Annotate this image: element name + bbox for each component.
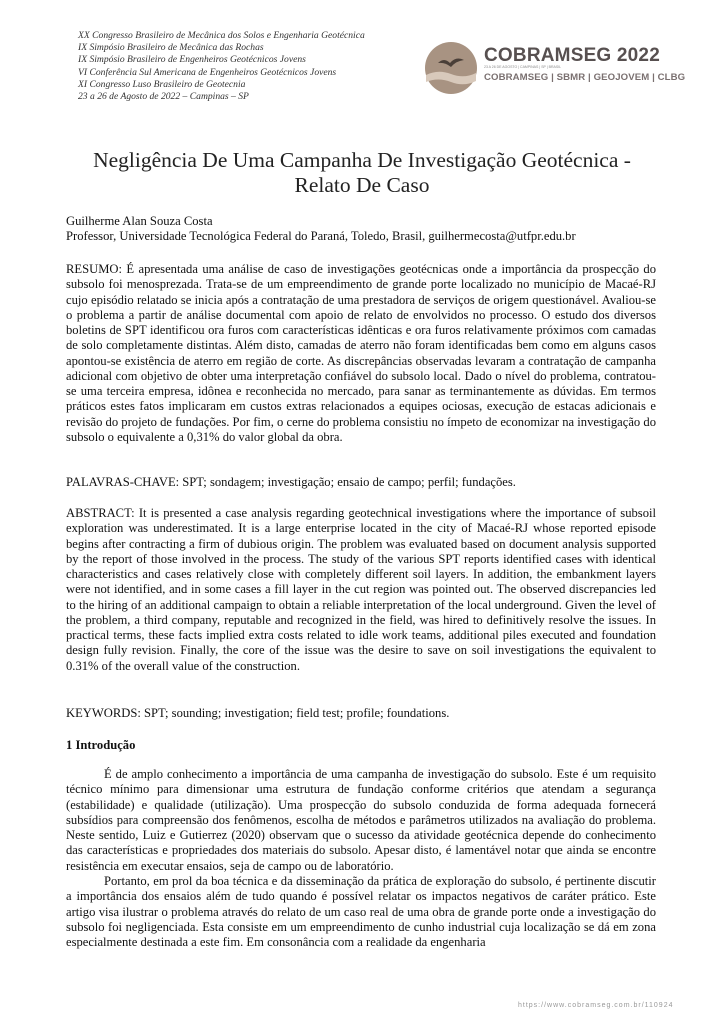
resumo-paragraph: RESUMO: É apresentada uma análise de caso de investigações geotécnicas onde a importância da prospecção do subsolo foi menosprezada. Trata-se de um empreendimento de grande porte localizado no município de Macaé-RJ cujo episódio relatado se inicia após a contratação de uma prestadora de serviços de origem questionável. Avaliou-se o problema a partir de análise documental com apoio de relato de envolvidos no processo. O estudo dos diversos boletins de SPT identificou ora furos com características idênticas e ora furos relativamente próximos com camadas de solo completamente distintas. Além disto, camadas de aterro não foram identificadas bem como em alguns casos apontou-se existência de aterro em região de corte. As discrepâncias observadas levaram a contratação de campanha adicional com objetivo de obter uma interpretação confiável do subsolo local. Dado o nível do problema, contratou-se uma terceira empresa, idônea e reconhecida no mercado, para sanar as terminantemente as dúvidas. Em termos práticos estes fatos implicaram em custos extras relacionados a equipes ociosas, execução de estacas adicionais e revisão do projeto de fundações. Por fim, o cerne do problema consistiu no ímpeto de economizar na investigação do subsolo o equivalente a 0,31% do valor global da obra. [66,262,656,444]
footer-url[interactable]: https://www.cobramseg.com.br/110924 [518,1002,674,1009]
keywords: KEYWORDS: SPT; sounding; investigation; field test; profile; foundations. [66,706,450,720]
section-heading: 1 Introdução [66,738,136,752]
header-line: XI Congresso Luso Brasileiro de Geotecnia [78,78,246,90]
palavras-chave: PALAVRAS-CHAVE: SPT; sondagem; investigação; ensaio de campo; perfil; fundações. [66,475,516,489]
header-line: IX Simpósio Brasileiro de Mecânica das Rochas [78,42,264,54]
header-line: IX Simpósio Brasileiro de Engenheiros Geotécnicos Jovens [78,54,306,66]
author-affiliation: Professor, Universidade Tecnológica Federal do Paraná, Toledo, Brasil, guilhermecosta@utfpr.edu.br [66,229,576,243]
paper-title [60,148,664,198]
header-line: 23 a 26 de Agosto de 2022 – Campinas – SP [78,91,249,103]
intro-paragraph-1: É de amplo conhecimento a importância de uma campanha de investigação do subsolo. Este é um requisito técnico mínimo para dimensionar uma estrutura de fundação conforme critérios que atendam a segurança (estabilidade) e qualidade (utilização). Uma prospecção do subsolo conduzida de forma adequada fornecerá subsídios para compreensão dos fenômenos, escolha de métodos e parâmetros utilizados na avaliação do problema. Neste sentido, Luiz e Gutierrez (2020) observam que o sucesso da atividade geotécnica depende do conhecimento das características e propriedades dos materiais do subsolo. Apesar disto, é lamentável notar que ainda se encontre resistência em executar ensaios, seja de campo ou de laboratório. [66,767,656,873]
header-line: XX Congresso Brasileiro de Mecânica dos Solos e Engenharia Geotécnica [78,30,365,41]
cobramseg-logo [424,42,689,94]
abstract-paragraph: ABSTRACT: It is presented a case analysis regarding geotechnical investigations where the importance of subsoil exploration was underestimated. It is a large enterprise located in the city of Macaé-RJ whose reported episode begins after contracting a firm of dubious origin. The problem was evaluated based on document analysis supported by the report of those involved in the process. The study of the various SPT reports identified cases with identical characteristics and cases relatively close with completely different soil layers. In addition, the embankment layers were not identified, and in some cases a fill layer in the cut region was pointed out. The observed discrepancies led to the hiring of an additional campaign to obtain a reliable interpretation of the local underground. Given the level of the problem, a third company, reputable and recognized in the field, was hired to definitively resolve the issues. In practical terms, these facts implied extra costs related to idle work teams, additional piles executed and foundation design fully revision. Finally, the core of the issue was the desire to save on soil investigations the equivalent to 0.31% of the overall value of the construction. [66,506,656,673]
intro-paragraph-2: Portanto, em prol da boa técnica e da disseminação da prática de exploração do subsolo, é pertinente discutir a importância dos ensaios além de tudo quando é possível relatar os impactos negativos de caráter prático. Este artigo visa ilustrar o problema através do relato de um caso real de uma obra de grande porte onde a investigação do subsolo foi negligenciada. Esta consiste em um empreendimento de cunho industrial cuja localização se dá em zona especialmente destinada a este fim. Em consonância com a realidade da engenharia [66,874,656,949]
title-line: Relato De Caso [294,173,430,197]
logo-tagline: 23 A 26 DE AGOSTO | CAMPINAS | SP | BRASIL [484,65,562,69]
bird-sun-icon [424,41,478,95]
conference-header [78,30,365,103]
header-line: VI Conferência Sul Americana de Engenheiros Geotécnicos Jovens [78,66,337,78]
logo-subtitle: COBRAMSEG | SBMR | GEOJOVEM | CLBG [484,72,686,83]
author-name: Guilherme Alan Souza Costa [66,214,213,228]
title-line: Negligência De Uma Campanha De Investigação Geotécnica - [93,148,631,172]
logo-title: COBRAMSEG 2022 [484,45,660,66]
